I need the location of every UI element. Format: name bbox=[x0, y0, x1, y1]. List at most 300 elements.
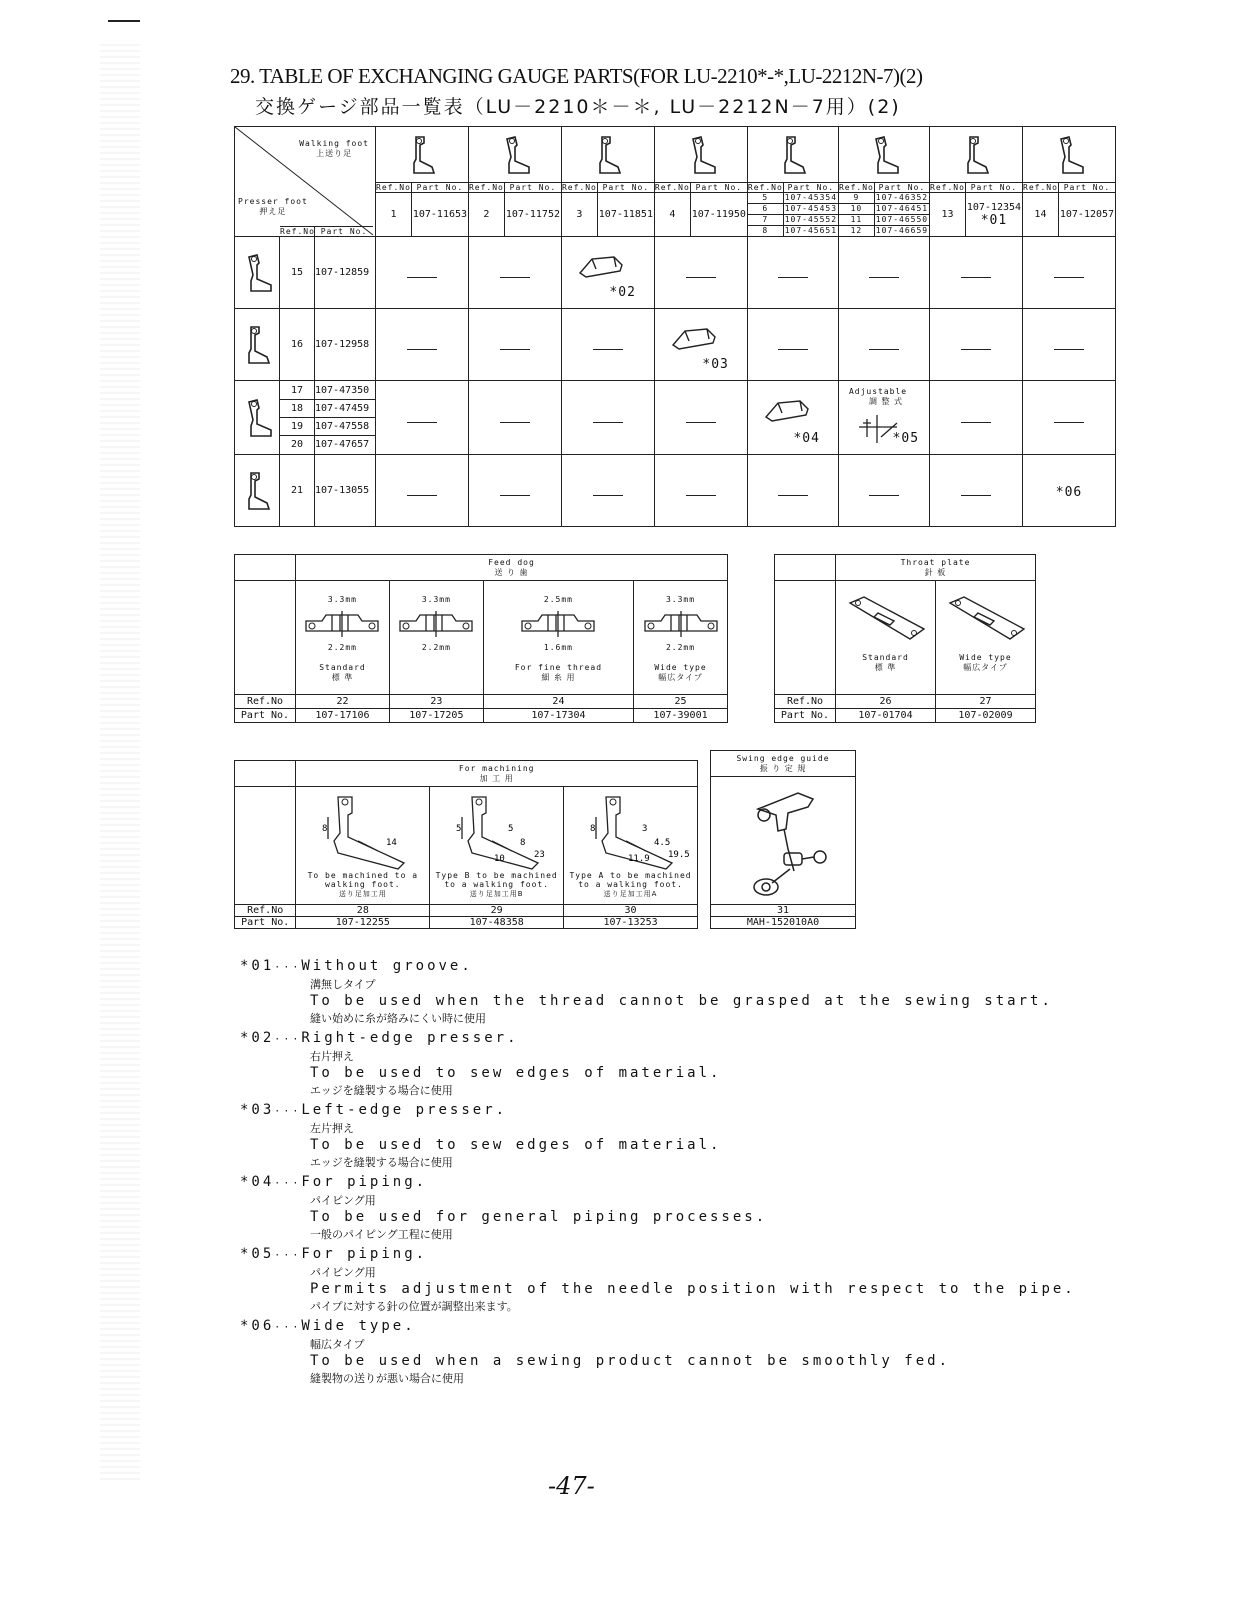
footnote-title-jp: パイピング用 bbox=[310, 1194, 376, 1207]
machining-foot-drawing bbox=[442, 791, 552, 871]
walking-part bbox=[597, 193, 654, 237]
walking-foot-icon bbox=[681, 133, 721, 177]
not-applicable-dash bbox=[961, 495, 991, 496]
footnote-desc-jp: エッジを縫製する場合に使用 bbox=[310, 1084, 453, 1097]
swing-guide-header bbox=[711, 751, 856, 777]
feed-dog-label: For fine thread bbox=[514, 663, 603, 672]
compat-cell bbox=[930, 381, 1023, 455]
page-title-jp: 交換ゲージ部品一覧表（LU－2210＊－＊, LU－2212N－7用）(2) bbox=[255, 96, 901, 118]
compat-cell bbox=[1023, 309, 1116, 381]
presser-foot-icon bbox=[237, 323, 277, 367]
feed-dog-item bbox=[296, 581, 390, 695]
feed-dog-dim-top: 3.3mm bbox=[327, 595, 357, 604]
machining-ref-label: Ref.No bbox=[235, 905, 296, 917]
feed-dog-drawing bbox=[634, 593, 727, 663]
walking-ref: 8 bbox=[762, 226, 769, 235]
walking-ref: 2 bbox=[468, 193, 504, 237]
throat-plate-part: 107-02009 bbox=[936, 709, 1036, 723]
adjustable-label bbox=[849, 387, 907, 407]
walking-ref-list bbox=[838, 193, 874, 237]
walking-foot-icon bbox=[402, 133, 442, 177]
corner-presser-label: Presser foot bbox=[238, 197, 308, 206]
not-applicable-dash bbox=[686, 277, 716, 278]
throat-plate-ref-label: Ref.No bbox=[775, 695, 836, 709]
throat-plate-header-en: Throat plate bbox=[900, 557, 971, 567]
presser-part: 107-13055 bbox=[315, 455, 376, 527]
walking-ref: 9 bbox=[839, 193, 874, 204]
presser-part: 107-47657 bbox=[315, 439, 370, 450]
feed-dog-dim-bottom: 2.2mm bbox=[421, 643, 451, 652]
machining-item bbox=[296, 787, 430, 905]
not-applicable-dash bbox=[869, 277, 899, 278]
swing-guide-header-jp: 振 り 定 規 bbox=[759, 763, 807, 773]
compat-cell bbox=[376, 455, 469, 527]
walking-foot-image bbox=[654, 127, 747, 183]
feed-dog-icon bbox=[641, 609, 721, 639]
throat-plate-icon bbox=[944, 595, 1028, 647]
presser-foot-icon bbox=[237, 251, 277, 295]
presser-ref: 18 bbox=[280, 400, 314, 418]
walking-ref: 10 bbox=[839, 204, 874, 215]
swing-guide-header-en: Swing edge guide bbox=[736, 753, 830, 763]
not-applicable-dash bbox=[500, 422, 530, 423]
machining-dimension: 8 bbox=[519, 838, 526, 848]
feed-dog-part-label: Part No. bbox=[235, 709, 296, 723]
feed-dog-header bbox=[296, 555, 728, 581]
not-applicable-dash bbox=[961, 349, 991, 350]
walking-part: 107-46659 bbox=[875, 226, 929, 235]
footnote bbox=[240, 958, 1076, 1027]
compat-cell bbox=[654, 237, 747, 309]
feed-dog-label-jp: 幅広タイプ bbox=[658, 673, 703, 682]
footnote-desc: Permits adjustment of the needle position with respect to the pipe. bbox=[310, 1281, 1076, 1297]
machining-dimension: 14 bbox=[385, 838, 397, 848]
presser-ref: 20 bbox=[290, 439, 304, 450]
compat-cell bbox=[654, 309, 747, 381]
machining-part-label: Part No. bbox=[235, 917, 296, 929]
walking-part-number: 107-11950 bbox=[691, 209, 746, 220]
machining-dimension: 10 bbox=[493, 854, 505, 864]
walking-ref: 4 bbox=[654, 193, 690, 237]
walking-foot-image bbox=[561, 127, 654, 183]
walking-part: 107-45354 bbox=[784, 193, 838, 202]
adjustable-text: Adjustable bbox=[848, 387, 908, 396]
walking-part bbox=[504, 193, 561, 237]
footnote bbox=[240, 1102, 1076, 1171]
machining-foot-drawing bbox=[308, 791, 418, 871]
machining-dimension: 8 bbox=[321, 824, 328, 834]
presser-row bbox=[235, 309, 1116, 381]
throat-plate-label: Standard bbox=[862, 653, 909, 662]
footnote bbox=[240, 1318, 1076, 1387]
presser-part: 107-12859 bbox=[315, 237, 376, 309]
footnote-title: Wide type. bbox=[301, 1318, 416, 1334]
feed-dog-ref: 25 bbox=[634, 695, 728, 709]
walking-part-number: 107-11653 bbox=[412, 209, 468, 220]
machining-table bbox=[234, 760, 698, 929]
presser-ref: 21 bbox=[280, 455, 315, 527]
walking-foot-image bbox=[468, 127, 561, 183]
compat-cell bbox=[376, 309, 469, 381]
footnote-desc-jp: 縫い始めに糸が絡みにくい時に使用 bbox=[310, 1012, 486, 1025]
not-applicable-dash bbox=[1054, 277, 1084, 278]
walking-part bbox=[1058, 193, 1115, 237]
footnote-title-jp: パイピング用 bbox=[310, 1266, 376, 1279]
compat-cell bbox=[930, 455, 1023, 527]
presser-part: 107-47558 bbox=[315, 418, 375, 436]
walking-ref: 14 bbox=[1023, 193, 1059, 237]
not-applicable-dash bbox=[500, 495, 530, 496]
walking-ref-list bbox=[747, 193, 783, 237]
footnote-title: For piping. bbox=[301, 1246, 428, 1262]
table-corner bbox=[235, 127, 376, 237]
presser-foot-image bbox=[235, 237, 280, 309]
throat-plate-label: Wide type bbox=[959, 653, 1012, 662]
presser-part: 107-12958 bbox=[315, 309, 376, 381]
walking-part-header: Part No. bbox=[411, 183, 468, 193]
compat-cell bbox=[930, 237, 1023, 309]
walking-foot-icon bbox=[1049, 133, 1089, 177]
footnote-desc: To be used when a sewing product cannot be smoothly fed. bbox=[310, 1353, 951, 1369]
corner-walking-label: Walking foot bbox=[299, 139, 369, 148]
feed-dog-header-jp: 送 り 歯 bbox=[494, 567, 529, 577]
feed-dog-part: 107-17205 bbox=[389, 709, 483, 723]
compat-cell bbox=[838, 455, 929, 527]
compat-cell bbox=[468, 381, 561, 455]
compat-cell bbox=[561, 309, 654, 381]
footnote bbox=[240, 1030, 1076, 1099]
walking-part bbox=[965, 193, 1022, 237]
footnote-dots: ··· bbox=[274, 1250, 302, 1261]
feed-dog-label: Standard bbox=[319, 663, 366, 672]
walking-part-number: 107-11752 bbox=[505, 209, 560, 220]
walking-ref: 3 bbox=[561, 193, 597, 237]
feed-dog-dim-bottom: 1.6mm bbox=[543, 643, 573, 652]
footnote-dots: ··· bbox=[274, 1034, 302, 1045]
walking-ref-header: Ref.No bbox=[376, 183, 411, 192]
machining-label: Type A to be machined to a walking foot. bbox=[569, 871, 692, 889]
scan-artifact bbox=[100, 40, 140, 1480]
walking-foot-icon bbox=[956, 133, 996, 177]
adjustable-text-jp: 調 整 式 bbox=[868, 397, 904, 406]
throat-plate-icon bbox=[844, 595, 928, 647]
throat-plate-part-label: Part No. bbox=[775, 709, 836, 723]
compat-cell bbox=[747, 309, 838, 381]
compat-cell bbox=[747, 381, 838, 455]
compat-cell bbox=[654, 381, 747, 455]
corner-ref-no: Ref.No bbox=[280, 227, 315, 236]
not-applicable-dash bbox=[686, 495, 716, 496]
presser-part-list bbox=[315, 381, 376, 455]
swing-guide-image bbox=[711, 777, 856, 905]
compat-cell bbox=[747, 455, 838, 527]
swing-guide-drawing bbox=[728, 779, 838, 903]
walking-foot-icon bbox=[495, 133, 535, 177]
machining-dimension: 3 bbox=[641, 824, 647, 834]
walking-foot-image bbox=[747, 127, 838, 183]
footnote-key: *06 bbox=[240, 1318, 275, 1334]
not-applicable-dash bbox=[407, 349, 437, 350]
feed-dog-icon bbox=[396, 609, 476, 639]
presser-ref: 16 bbox=[280, 309, 315, 381]
swing-guide-table bbox=[710, 750, 856, 929]
footnote-desc-jp: エッジを縫製する場合に使用 bbox=[310, 1156, 453, 1169]
walking-part-number: 107-11851 bbox=[598, 209, 653, 220]
presser-part: 107-47350 bbox=[315, 382, 375, 400]
page-number: -47- bbox=[548, 1472, 595, 1500]
feed-dog-ref-label: Ref.No bbox=[235, 695, 296, 709]
walking-part-header: Part No. bbox=[783, 183, 838, 193]
machining-header bbox=[296, 761, 698, 787]
walking-part: 107-46352 bbox=[875, 193, 929, 202]
footnote-desc: To be used for general piping processes. bbox=[310, 1209, 768, 1225]
machining-dimension: 4.5 bbox=[653, 838, 670, 848]
feed-dog-label-jp: 標 準 bbox=[331, 673, 354, 682]
footnotes bbox=[240, 958, 1076, 1390]
walking-ref-header: Ref.No bbox=[561, 183, 597, 192]
walking-part-list bbox=[783, 193, 838, 237]
machining-header-jp: 加 工 用 bbox=[479, 773, 514, 783]
feed-dog-drawing bbox=[296, 593, 389, 663]
compat-cell bbox=[561, 237, 654, 309]
walking-part-note: *01 bbox=[980, 212, 1008, 228]
feed-dog-ref: 22 bbox=[296, 695, 390, 709]
footnote-key: *02 bbox=[240, 1030, 275, 1046]
machining-dimension: 5 bbox=[455, 824, 462, 834]
gauge-parts-table bbox=[234, 126, 1116, 527]
walking-part: 107-45651 bbox=[784, 226, 838, 235]
not-applicable-dash bbox=[686, 422, 716, 423]
cell-note: *05 bbox=[892, 431, 920, 446]
footnote-key: *05 bbox=[240, 1246, 275, 1262]
not-applicable-dash bbox=[1054, 349, 1084, 350]
footnote-dots: ··· bbox=[274, 962, 302, 973]
feed-dog-dim-bottom: 2.2mm bbox=[327, 643, 357, 652]
feed-dog-part: 107-17304 bbox=[483, 709, 633, 723]
walking-ref: 12 bbox=[850, 226, 863, 235]
walking-ref-header: Ref.No bbox=[747, 183, 783, 192]
walking-part-number: 107-12057 bbox=[1059, 209, 1115, 220]
compat-cell bbox=[838, 237, 929, 309]
throat-plate-label-jp: 幅広タイプ bbox=[963, 663, 1008, 672]
compat-cell bbox=[747, 237, 838, 309]
feed-dog-item bbox=[389, 581, 483, 695]
not-applicable-dash bbox=[961, 422, 991, 423]
throat-plate-ref: 26 bbox=[836, 695, 936, 709]
feed-dog-dim-top: 3.3mm bbox=[665, 595, 696, 604]
corner-walking-label-jp: 上送り足 bbox=[316, 149, 353, 158]
footnote-title: For piping. bbox=[301, 1174, 428, 1190]
walking-foot-icon bbox=[864, 133, 904, 177]
feed-dog-icon bbox=[302, 609, 382, 639]
not-applicable-dash bbox=[500, 349, 530, 350]
footnote bbox=[240, 1246, 1076, 1315]
walking-part-header: Part No. bbox=[874, 183, 929, 193]
walking-ref: 6 bbox=[748, 204, 783, 215]
compat-cell bbox=[838, 309, 929, 381]
footnote-title-jp: 幅広タイプ bbox=[310, 1338, 365, 1351]
throat-plate-header-jp: 針 板 bbox=[924, 567, 947, 577]
corner-mark bbox=[108, 20, 140, 22]
corner-presser-label-jp: 押え足 bbox=[259, 207, 287, 216]
footnote-desc-jp: 縫製物の送りが悪い場合に使用 bbox=[310, 1372, 464, 1385]
machining-dimension: 11.9 bbox=[627, 854, 650, 864]
not-applicable-dash bbox=[961, 277, 991, 278]
feed-dog-table bbox=[234, 554, 728, 723]
machining-part: 107-13253 bbox=[564, 917, 698, 929]
cell-note: *04 bbox=[793, 431, 820, 446]
walking-foot-icon bbox=[773, 133, 813, 177]
compat-cell bbox=[1023, 455, 1116, 527]
presser-foot-image bbox=[235, 455, 280, 527]
walking-ref-header: Ref.No bbox=[1023, 183, 1058, 192]
feed-dog-label: Wide type bbox=[654, 663, 707, 672]
footnote bbox=[240, 1174, 1076, 1243]
walking-part: 107-46451 bbox=[875, 204, 929, 213]
machining-item bbox=[564, 787, 698, 905]
feed-dog-ref: 24 bbox=[483, 695, 633, 709]
compat-cell bbox=[838, 381, 929, 455]
walking-ref: 11 bbox=[839, 215, 874, 226]
compat-cell bbox=[376, 381, 469, 455]
presser-ref: 17 bbox=[280, 382, 314, 400]
compat-cell bbox=[468, 455, 561, 527]
feed-dog-dim-bottom: 2.2mm bbox=[665, 643, 696, 652]
compat-cell bbox=[561, 381, 654, 455]
machining-ref: 29 bbox=[430, 905, 564, 917]
compat-cell bbox=[468, 309, 561, 381]
throat-plate-part: 107-01704 bbox=[836, 709, 936, 723]
machining-label-jp: 送り足加工用B bbox=[469, 890, 524, 898]
footnote-desc: To be used to sew edges of material. bbox=[310, 1065, 722, 1081]
walking-part-number: 107-12354 bbox=[966, 201, 1022, 213]
presser-ref: 15 bbox=[280, 237, 315, 309]
walking-ref-header: Ref.No bbox=[468, 183, 504, 192]
throat-plate-header bbox=[836, 555, 1036, 581]
feed-dog-part: 107-39001 bbox=[634, 709, 728, 723]
page-title: 29. TABLE OF EXCHANGING GAUGE PARTS(FOR LU-2210*-*,LU-2212N-7)(2) bbox=[230, 64, 923, 88]
presser-ref-list bbox=[280, 381, 315, 455]
compat-cell bbox=[376, 237, 469, 309]
cell-note: *02 bbox=[609, 285, 636, 300]
walking-part bbox=[690, 193, 747, 237]
not-applicable-dash bbox=[778, 495, 808, 496]
feed-dog-part: 107-17106 bbox=[296, 709, 390, 723]
machining-dimension: 23 bbox=[533, 850, 545, 860]
walking-part-header: Part No. bbox=[1058, 183, 1115, 193]
machining-part: 107-12255 bbox=[296, 917, 430, 929]
machining-ref: 28 bbox=[296, 905, 430, 917]
not-applicable-dash bbox=[593, 422, 623, 423]
throat-plate-item bbox=[936, 581, 1036, 695]
not-applicable-dash bbox=[593, 349, 623, 350]
walking-ref-header: Ref.No bbox=[838, 183, 874, 192]
feed-dog-item bbox=[483, 581, 633, 695]
footnote-title-line bbox=[240, 1318, 1076, 1336]
throat-plate-ref: 27 bbox=[936, 695, 1036, 709]
swing-guide-ref: 31 bbox=[711, 905, 856, 917]
presser-foot-icon bbox=[237, 396, 277, 440]
walking-part: 107-45453 bbox=[784, 204, 838, 213]
not-applicable-dash bbox=[500, 277, 530, 278]
compat-cell bbox=[1023, 237, 1116, 309]
compat-cell bbox=[930, 309, 1023, 381]
footnote-title: Right-edge presser. bbox=[301, 1030, 519, 1046]
machining-label: To be machined to a walking foot. bbox=[307, 871, 419, 889]
compat-cell bbox=[561, 455, 654, 527]
presser-foot-image bbox=[235, 309, 280, 381]
walking-part-header: Part No. bbox=[965, 183, 1022, 193]
corner-part-no: Part No. bbox=[320, 227, 368, 236]
gauge-piece-drawing bbox=[669, 325, 719, 353]
walking-part bbox=[411, 193, 468, 237]
feed-dog-drawing bbox=[390, 593, 483, 663]
not-applicable-dash bbox=[407, 495, 437, 496]
cell-note: *03 bbox=[702, 357, 729, 372]
presser-foot-icon bbox=[237, 469, 277, 513]
throat-plate-item bbox=[836, 581, 936, 695]
footnote-title-line bbox=[240, 958, 1076, 976]
presser-row bbox=[235, 237, 1116, 309]
machining-dimension: 5 bbox=[507, 824, 514, 834]
feed-dog-label-jp: 細 糸 用 bbox=[541, 673, 576, 682]
footnote-key: *03 bbox=[240, 1102, 275, 1118]
presser-foot-image bbox=[235, 381, 280, 455]
feed-dog-icon bbox=[518, 609, 598, 639]
machining-foot-drawing bbox=[576, 791, 690, 871]
footnote-title-line bbox=[240, 1030, 1076, 1048]
footnote-title: Without groove. bbox=[301, 958, 473, 974]
footnote-desc: To be used to sew edges of material. bbox=[310, 1137, 722, 1153]
walking-ref-header: Ref.No bbox=[654, 183, 690, 192]
not-applicable-dash bbox=[778, 277, 808, 278]
presser-row bbox=[235, 381, 1116, 455]
footnote-title-line bbox=[240, 1246, 1076, 1264]
feed-dog-item bbox=[634, 581, 728, 695]
footnote-desc: To be used when the thread cannot be grasped at the sewing start. bbox=[310, 993, 1053, 1009]
footnote-title: Left-edge presser. bbox=[301, 1102, 508, 1118]
machining-dimension: 8 bbox=[589, 824, 595, 834]
presser-row bbox=[235, 455, 1116, 527]
machining-label: Type B to be machined to a walking foot. bbox=[435, 871, 558, 889]
machining-dimension: 19.5 bbox=[667, 850, 690, 860]
footnote-dots: ··· bbox=[274, 1106, 302, 1117]
not-applicable-dash bbox=[593, 495, 623, 496]
presser-ref: 19 bbox=[280, 418, 314, 436]
throat-plate-label-jp: 標 準 bbox=[874, 663, 897, 672]
cell-note: *06 bbox=[1055, 485, 1083, 500]
not-applicable-dash bbox=[869, 349, 899, 350]
footnote-title-jp: 右片押え bbox=[310, 1050, 354, 1063]
feed-dog-ref: 23 bbox=[389, 695, 483, 709]
compat-cell bbox=[468, 237, 561, 309]
walking-part: 107-45552 bbox=[784, 215, 838, 224]
walking-part-header: Part No. bbox=[690, 183, 747, 193]
walking-foot-icon bbox=[588, 133, 628, 177]
compat-cell bbox=[654, 455, 747, 527]
throat-plate-table bbox=[774, 554, 1036, 723]
walking-part: 107-46550 bbox=[875, 215, 929, 224]
machining-label-jp: 送り足加工用 bbox=[338, 890, 387, 898]
walking-ref: 13 bbox=[930, 193, 966, 237]
footnote-key: *04 bbox=[240, 1174, 275, 1190]
walking-part-header: Part No. bbox=[597, 183, 654, 193]
not-applicable-dash bbox=[407, 422, 437, 423]
footnote-dots: ··· bbox=[274, 1322, 302, 1333]
feed-dog-dim-top: 2.5mm bbox=[543, 595, 573, 604]
gauge-piece-drawing bbox=[762, 397, 812, 425]
machining-label-jp: 送り足加工用A bbox=[603, 890, 658, 898]
